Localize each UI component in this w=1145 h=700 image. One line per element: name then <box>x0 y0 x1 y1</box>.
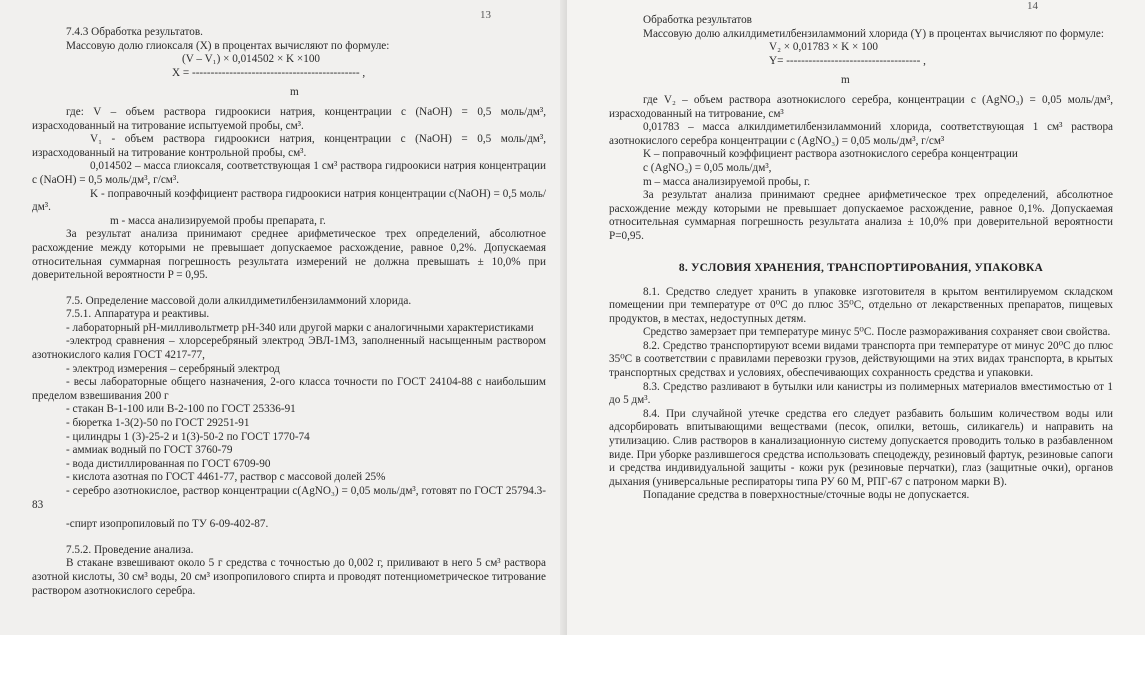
paragraph-8-3: 8.3. Средство разливают в бутылки или канистры из полимерных материалов вместимостью от 1 до 5 дм³. <box>609 380 1113 407</box>
section-743-heading: 7.4.3 Обработка результатов. <box>66 26 203 38</box>
equipment-item: -спирт изопропиловый по ТУ 6-09-402-87. <box>66 518 269 531</box>
section-8-title: 8. УСЛОВИЯ ХРАНЕНИЯ, ТРАНСПОРТИРОВАНИЯ, УПАКОВКА <box>678 261 1044 274</box>
equipment-item: - весы лабораторные общего назначения, 2-ого класса точности по ГОСТ 24104-88 с наибольшим пределом взвешивания 200 г <box>32 376 546 402</box>
formula-y-lhs: Y= <box>769 54 787 67</box>
where-coefficient-right: 0,01783 – масса алкилдиметилбензиламмоний хлорида, соответствующая 1 см³ раствора азотнокислого серебра концентрации c (AgNO₃) = 0,05 моль/дм³, г/см³ <box>609 121 1113 147</box>
paragraph-8-2: 8.2. Средство транспортируют всеми видами транспорта при температуре от минус 20⁰С до плюс 35⁰С в соответствии с правилами перевозки грузов, действующими на этих видах транспорта, в крытых транспортных средствах и условиях, обеспечивающих сохранность средства и упаковки. <box>609 339 1113 380</box>
formula-x-numerator: (V – V₁) × 0,014502 × K ×100 <box>182 53 321 66</box>
results-intro-right: Массовую долю алкилдиметилбензиламмоний хлорида (Y) в процентах вычисляют по формуле: <box>643 27 1104 40</box>
formula-x-lhs: X = <box>172 66 192 79</box>
paragraph-8-1: 8.1. Средство следует хранить в упаковке изготовителя в крытом вентилируемом складском помещении при температуре от 0⁰С до плюс 35⁰С, отдельно от лекарственных препаратов, пищевых продуктов, в местах, недоступных детям. <box>609 285 1113 325</box>
formula-x-line: --------------------------------------------- , <box>191 66 366 79</box>
where-v1: V₁ - объем раствора гидроокиси натрия, концентрации c (NaOH) = 0,5 моль/дм³, израсходованный на титрование контрольной пробы, см³. <box>32 133 546 159</box>
section-752-text: В стакане взвешивают около 5 г средства с точностью до 0,002 г, приливают в него 5 см³ раствора азотной кислоты, 30 см³ воды, 20 см³ изопропилового спирта и проводят потенциометрическое титрование раствором азотнокислого серебра. <box>32 557 546 597</box>
formula-x-denominator: m <box>290 86 299 99</box>
left-page <box>0 0 568 635</box>
formula-y-numerator: V₂ × 0,01783 × K × 100 <box>769 41 878 54</box>
formula-y-denominator: m <box>841 74 850 87</box>
equipment-item: -электрод сравнения – хлорсеребряный электрод ЭВЛ-1М3, заполненный насыщенным раствором азотнокислого калия ГОСТ 4217-77, <box>32 335 546 362</box>
right-page <box>567 0 1145 635</box>
where-k: K - поправочный коэффициент раствора гидроокиси натрия концентрации c(NaOH) = 0,5 моль/дм³. <box>32 187 546 214</box>
page-number-right: 14 <box>1027 0 1038 12</box>
where-k-right: K – поправочный коэффициент раствора азотнокислого серебра концентрации <box>643 148 1018 161</box>
where-coefficient: 0,014502 – масса глиоксаля, соответствующая 1 см³ раствора гидроокиси натрия концентрации c (NaOH) = 0,5 моль/дм³, г/см³. <box>32 160 546 186</box>
paragraph-8-1-freezing: Средство замерзает при температуре минус 5⁰С. После размораживания сохраняет свои свойства. <box>643 326 1111 339</box>
formula-y-line: ------------------------------------ , <box>786 54 926 67</box>
paragraph-8-4: 8.4. При случайной утечке средства его следует разбавить большим количеством воды или адсорбировать впитывающими веществами (песок, опилки, ветошь, силикагель) и направить на утилизацию. Слив растворов в канализационную систему допускается проводить только в разбавленном виде. При уборке разлившегося средства использовать спецодежду, резиновый фартук, резиновые сапоги и средства индивидуальной защиты - кожи рук (резиновые перчатки), глаз (защитные очки), органов дыхания (универсальные респираторы типа РУ 60 М, РПГ-67 с патроном марки В). <box>609 407 1113 488</box>
where-v: где: V – объем раствора гидроокиси натрия, концентрации c (NaOH) = 0,5 моль/дм³, израсходованный на титрование испытуемой пробы, см³. <box>32 105 546 132</box>
equipment-item: - электрод измерения – серебряный электрод <box>66 362 280 375</box>
result-paragraph-right: За результат анализа принимают среднее арифметическое трех определений, абсолютное расхождение между которыми не превышает допускаемое расхождение, равное 0,1%. Допускаемая относительная суммарная погрешность результата анализа ± 10,0% при доверительной вероятности P=0,95. <box>609 189 1113 242</box>
equipment-item: - аммиак водный по ГОСТ 3760-79 <box>66 444 233 457</box>
result-paragraph-left: За результат анализа принимают среднее арифметическое трех определений, абсолютное расхождение между которыми не превышает допускаемое расхождение, равное 0,2%. Допускаемая относительная суммарная погрешность результата измерений не должна превышать ± 10,0% при доверительной вероятности P = 0,95. <box>32 228 546 282</box>
results-heading-right: Обработка результатов <box>643 14 752 26</box>
section-752-heading: 7.5.2. Проведение анализа. <box>66 543 194 556</box>
where-v2: где V₂ – объем раствора азотнокислого серебра, концентрации c (AgNO₃) = 0,05 моль/дм³, израсходованный на титрование, см³ <box>609 93 1113 120</box>
formula-x <box>32 53 546 100</box>
equipment-item: - бюретка 1-3(2)-50 по ГОСТ 29251-91 <box>66 417 250 430</box>
equipment-item: - цилиндры 1 (3)-25-2 и 1(3)-50-2 по ГОСТ 1770-74 <box>66 430 310 443</box>
where-m-right: m – масса анализируемой пробы, г. <box>643 175 811 188</box>
where-k-concentration: c (AgNO₃) = 0,05 моль/дм³, <box>643 161 772 174</box>
paragraph-8-5: Попадание средства в поверхностные/сточные воды не допускается. <box>643 489 970 502</box>
equipment-item: - стакан В-1-100 или В-2-100 по ГОСТ 25336-91 <box>66 403 296 416</box>
section-751-heading: 7.5.1. Аппаратура и реактивы. <box>66 308 210 321</box>
formula-y <box>609 41 1113 88</box>
equipment-item: - вода дистиллированная по ГОСТ 6709-90 <box>66 457 271 470</box>
page-number-left: 13 <box>480 9 491 21</box>
equipment-item: - лабораторный pH-милливольтметр pH-340 или другой марки с аналогичными характеристиками <box>66 321 534 334</box>
section-75-heading: 7.5. Определение массовой доли алкилдиметилбензиламмоний хлорида. <box>66 294 412 307</box>
equipment-item: - кислота азотная по ГОСТ 4461-77, раствор с массовой долей 25% <box>66 471 386 484</box>
equipment-item: - серебро азотнокислое, раствор концентрации c(AgNO₃) = 0,05 моль/дм³, готовят по ГОСТ 25794.3-83 <box>32 485 546 511</box>
section-743-intro: Массовую долю глиоксаля (X) в процентах вычисляют по формуле: <box>66 39 390 52</box>
where-m: m - масса анализируемой пробы препарата, г. <box>110 214 326 227</box>
